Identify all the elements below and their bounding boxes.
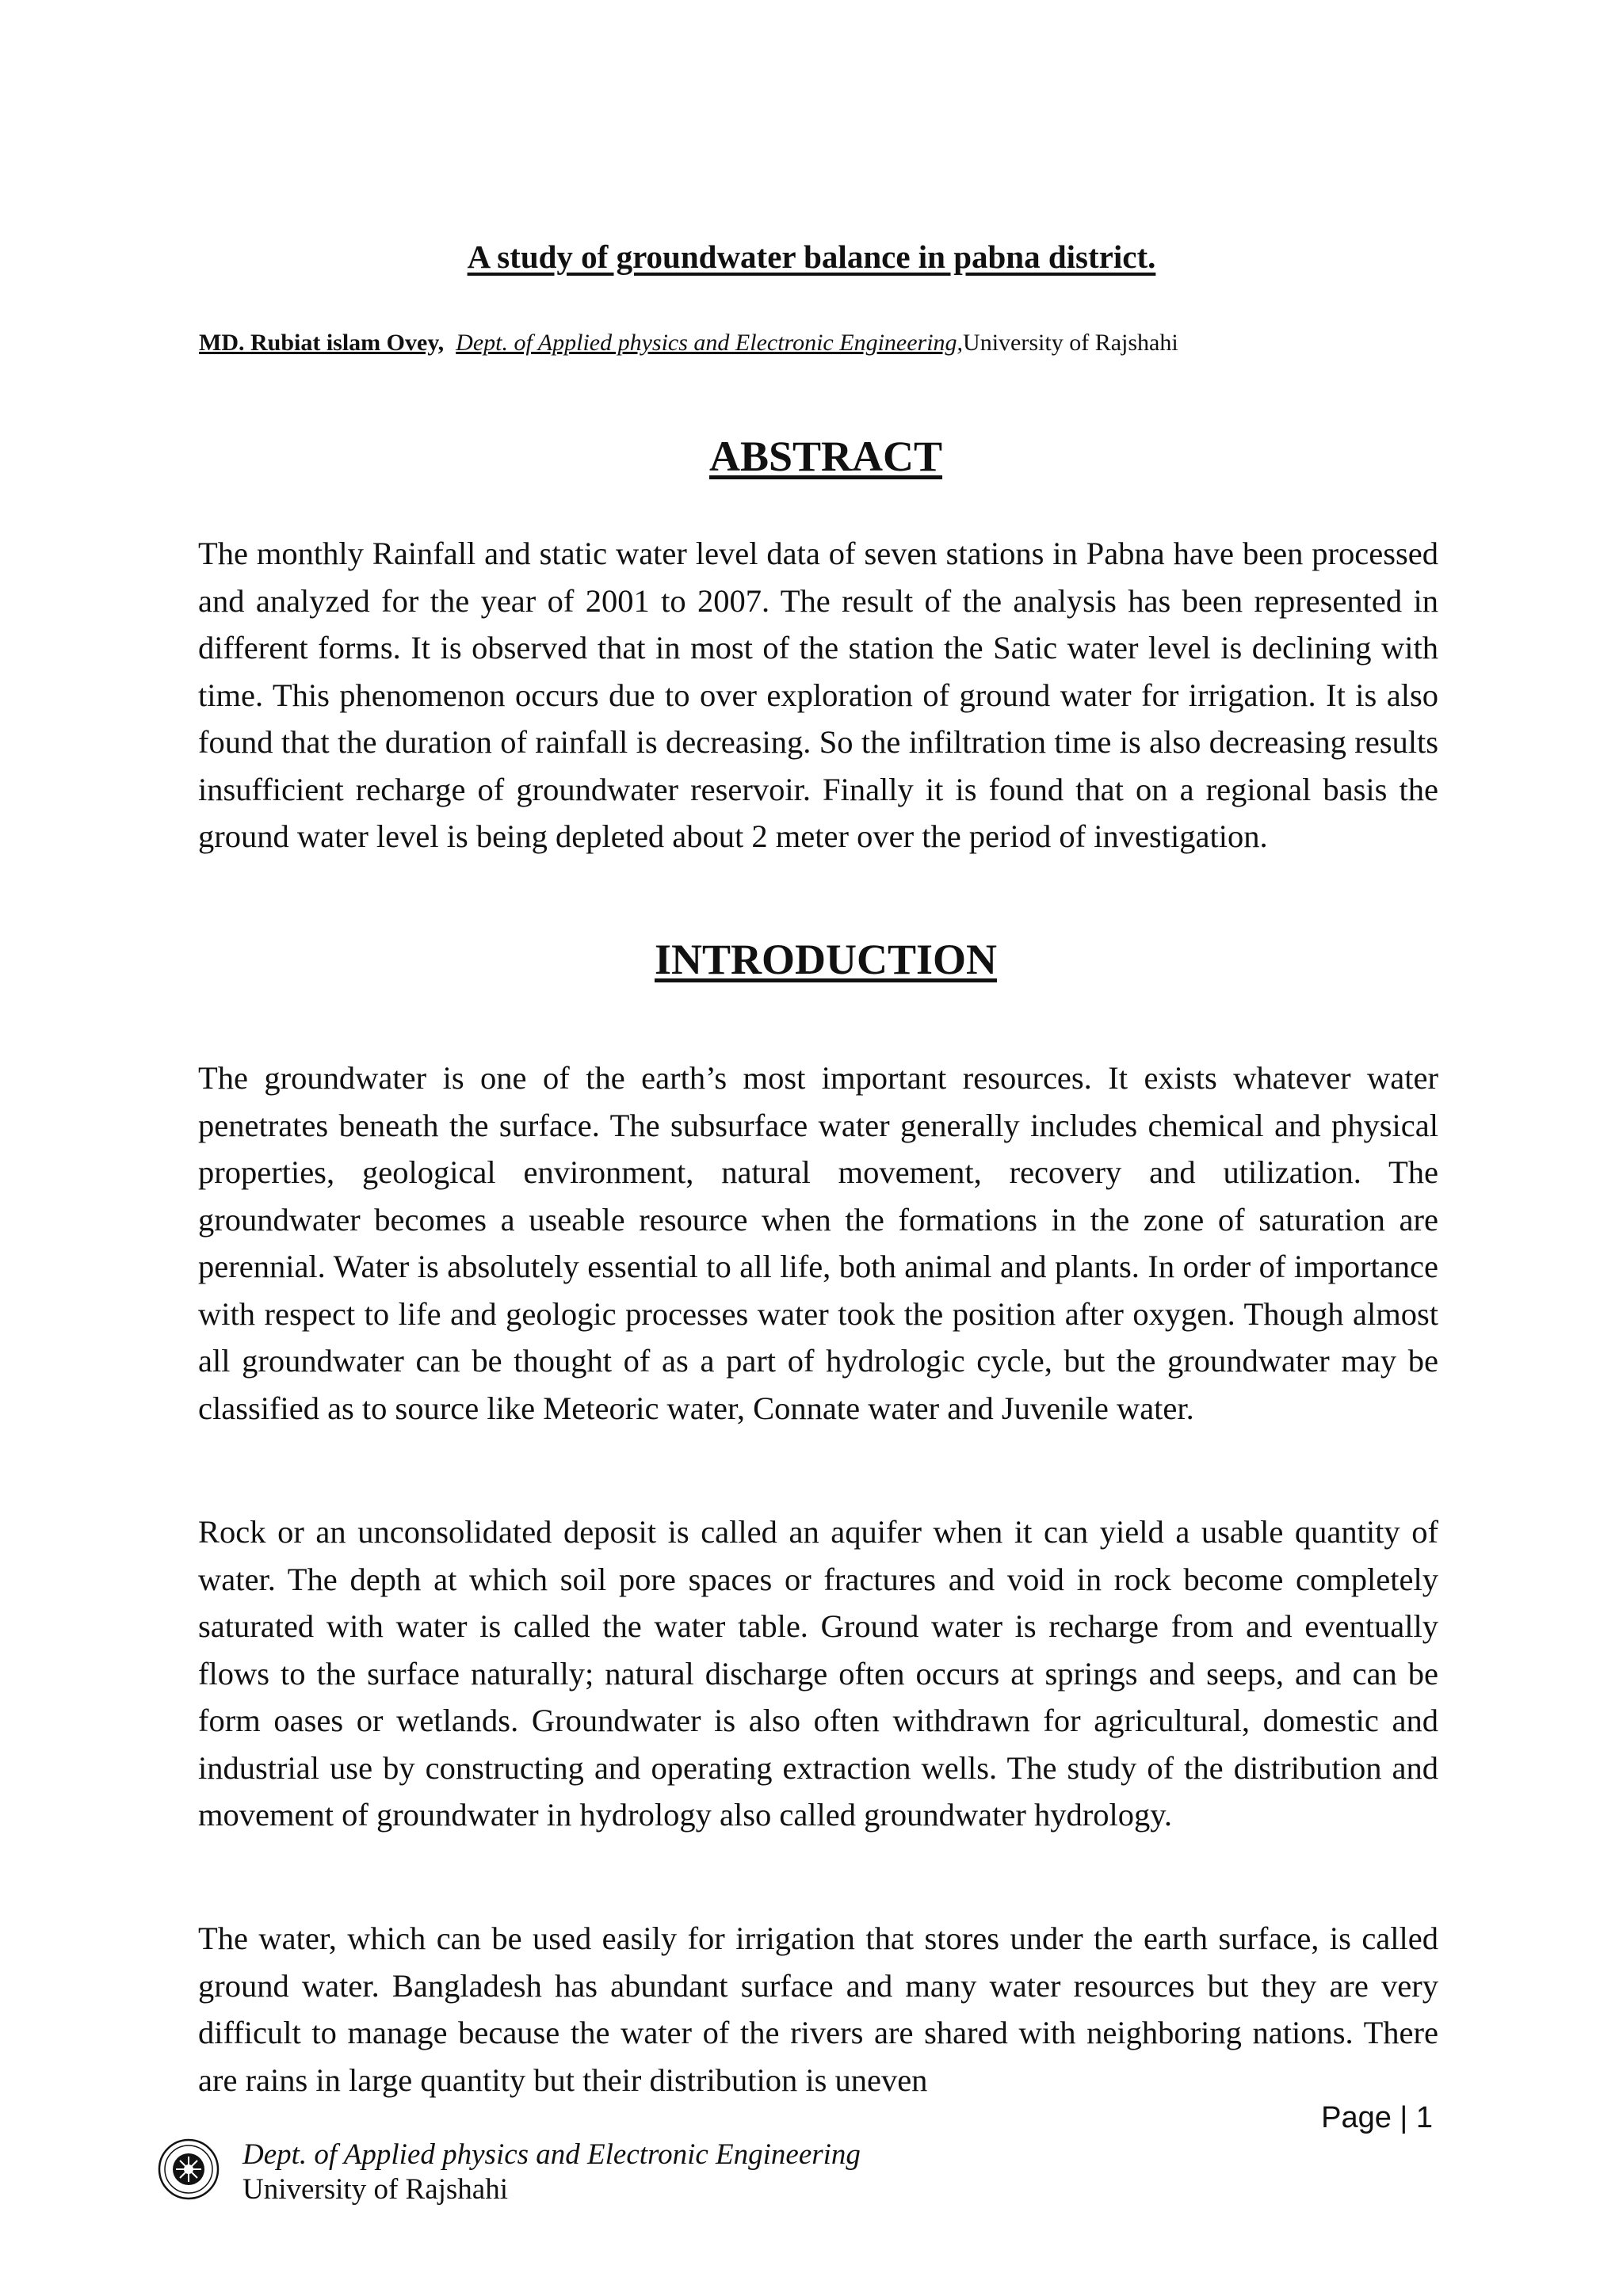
abstract-heading: ABSTRACT — [708, 433, 943, 480]
footer-text — [242, 2138, 861, 2207]
footer-university: University of Rajshahi — [242, 2173, 509, 2206]
author-name: MD. Rubiat islam Ovey, — [199, 330, 445, 356]
page-footer — [157, 2138, 949, 2217]
abstract-text: The monthly Rainfall and static water level data of seven stations in Pabna have been processed and analyzed for the year of 2001 to 2007. The result of the analysis has been represented in different forms. It is observed that in most of the station the Satic water level is declining with time. This phenomenon occurs due to over exploration of ground water for irrigation. It is also found that the duration of rainfall is decreasing. So the infiltration time is also decreasing results insufficient recharge of groundwater reservoir. Finally it is found that on a regional basis the ground water level is being depleted about 2 meter over the period of investigation. — [198, 536, 1438, 854]
author-department: Dept. of Applied physics and Electronic Engineering, — [456, 330, 964, 356]
author-university: University of Rajshahi — [963, 330, 1178, 356]
page-number: Page | 1 — [1321, 2101, 1433, 2134]
introduction-heading: INTRODUCTION — [654, 936, 998, 983]
paper-title: A study of groundwater balance in pabna district. — [467, 238, 1156, 275]
author-line — [199, 330, 1178, 357]
intro-paragraph-2: Rock or an unconsolidated deposit is called an aquifer when it can yield a usable quantity of water. The depth at which soil pore spaces or fractures and void in rock become completely saturated with water is called the water table. Ground water is recharge from and eventually flows to the surface naturally; natural discharge often occurs at springs and seeps, and can be form oases or wetlands. Groundwater is also often withdrawn for agricultural, domestic and industrial use by constructing and operating extraction wells. The study of the distribution and movement of groundwater in hydrology also called groundwater hydrology. — [198, 1514, 1438, 1833]
footer-department: Dept. of Applied physics and Electronic Engineering — [242, 2138, 861, 2171]
university-seal-icon — [157, 2138, 220, 2201]
intro-paragraph-3: The water, which can be used easily for irrigation that stores under the earth surface, is called ground water. Bangladesh has abundant surface and many water resources but they are very difficult to manage because the water of the rivers are shared with neighboring nations. There are rains in large quantity but their distribution is uneven — [198, 1920, 1438, 2098]
intro-paragraph-1: The groundwater is one of the earth’s most important resources. It exists whatever water penetrates beneath the surface. The subsurface water generally includes chemical and physical properties, geological environment, natural movement, recovery and utilization. The groundwater becomes a useable resource when the formations in the zone of saturation are perennial. Water is absolutely essential to all life, both animal and plants. In order of importance with respect to life and geologic processes water took the position after oxygen. Though almost all groundwater can be thought of as a part of hydrologic cycle, but the groundwater may be classified as to source like Meteoric water, Connate water and Juvenile water. — [198, 1060, 1438, 1426]
